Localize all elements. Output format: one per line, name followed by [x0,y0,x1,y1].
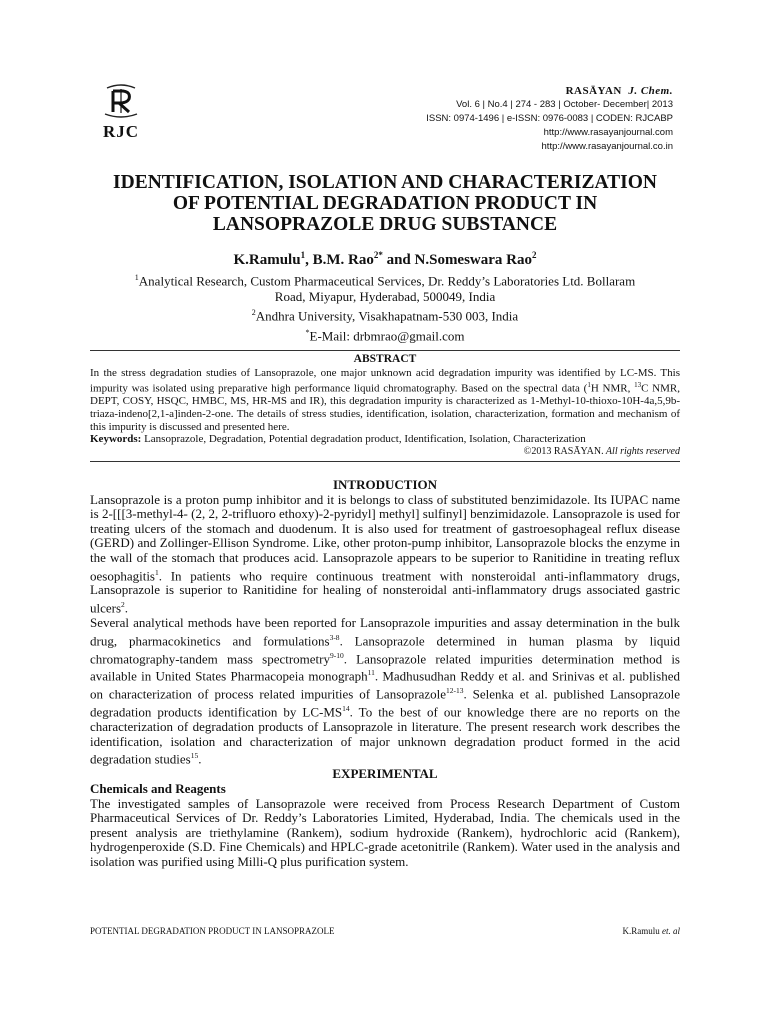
paper-title: IDENTIFICATION, ISOLATION AND CHARACTERIZATION OF POTENTIAL DEGRADATION PRODUCT IN LANSOPRAZOLE DRUG SUBSTANCE [113,172,657,235]
logo-abbreviation: RJC [102,122,140,141]
authors: K.Ramulu$^1$, B.M. Rao$^{2*}$ and N.Someswara Rao$^2$ [233,250,537,268]
chemicals-subheading: Chemicals and Reagents [90,780,226,796]
running-author: K.Ramulu et. al [622,926,680,936]
journal-name: RASĀYAN J. Chem. [565,85,673,97]
abstract-top-rule [90,350,680,351]
experimental-heading: EXPERIMENTAL [332,766,438,782]
journal-logo [88,84,154,142]
rjc-monogram-icon [101,84,141,118]
copyright: ©2013 RASĀYAN. All rights reserved [523,445,680,457]
abstract-bottom-rule [90,461,680,462]
affiliations: $^1$Analytical Research, Custom Pharmaceutical Services, Dr. Reddy’s Laboratories Ltd. Bollaram Road, Miyapur, Hyderabad, 500049, India $^2$Andhra University, Visakhapatnam-530 003, India *E-Mail: drbmrao@gmail.com [90,270,680,344]
abstract-block [90,353,680,458]
journal-url-1[interactable]: http://www.rasayanjournal.com [543,127,673,138]
article-body [90,478,680,869]
journal-url-2[interactable]: http://www.rasayanjournal.co.in [541,141,673,152]
issn-line: ISSN: 0974-1496 | e-ISSN: 0976-0083 | CODEN: RJCABP [426,113,673,124]
experimental-paragraph-1: The investigated samples of Lansoprazole were received from Process Research Department of Custom Pharmaceutical Services of Dr. Reddy’s Laboratories Limited, Hyderabad, India. The chemicals used in the present analysis are triethylamine (Rankem), sodium hydroxide (Rankem), hydrochloric acid (Rankem), hydrogenperoxide (S.D. Fine Chemicals) and HPLC-grade acetonitrile (Rankem). Water used in the analysis and isolation was purified using Milli-Q plus purification system. [90,795,680,869]
author-email: *E-Mail: drbmrao@gmail.com [305,327,465,343]
keywords: Keywords: Lansoprazole, Degradation, Potential degradation product, Identification, Isolation, Characterization [90,433,586,446]
introduction-heading: INTRODUCTION [332,477,437,492]
journal-info [426,84,673,154]
abstract-text: In the stress degradation studies of Lansoprazole, one major unknown acid degradation impurity was identified by LC-MS. This impurity was isolated using preparative high performance liquid chromatography. Based on the spectral data ($^1$H NMR, $^{13}$C NMR, DEPT, COSY, HSQC, HMBC, MS, HR-MS and IR), this degradation impurity is characterized as 1-Methyl-10-thioxo-10H-4a,5,9b-triaza-indeno[2,1-a]inden-2-one. The details of stress studies, identification, isolation, characterization, formation and mechanism of this impurity is discussed and presented here. [90,366,680,433]
intro-paragraph-2: Several analytical methods have been reported for Lansoprazole impurities and assay determination in the bulk drug, pharmacokinetics and formulations$^{3-8}$. Lansoprazole determined in human plasma by liquid chromatography-tandem mass spectrometry$^{9-10}$. Lansoprazole related impurities determination method is available in United States Pharmacopeia monograph$^{11}$. Madhusudhan Reddy et al. and Srinivas et al. published on characterization of process related impurities of Lansoprazole$^{12-13}$. Selenka et al. published Lansoprazole degradation products identification by LC-MS$^{14}$. To the best of our knowledge there are no reports on the characterization of degradation products of Lansoprazole in literature. The present research work describes the identification, isolation and characterization of major unknown degradation product formed in the acid degradation studies$^{15}$. [90,615,680,767]
abstract-heading: ABSTRACT [353,353,417,365]
intro-paragraph-1: Lansoprazole is a proton pump inhibitor and it is belongs to class of substituted benzimidazole. Its IUPAC name is 2-[[[3-methyl-4- (2, 2, 2-trifluoro ethoxy)-2-pyridyl] methyl] sulfinyl] benzimidazole. Lansoprazole is used for treating ulcers of the stomach and duodenum. It is also used for treatment of gastroesophageal reflux disease (GERD) and Zollinger-Ellison Syndrome. Like, other proton-pump inhibitor, Lansoprazole blocks the enzyme in the wall of the stomach that produces acid. Lansoprazole appears to be superior to Ranitidine in treating reflux oesophagitis$^1$. In patients who require continuous treatment with nonsteroidal anti-inflammatory drugs, Lansoprazole is superior to Ranitidine for healing of nonsteroidal anti-inflammatory drugs associated gastric ulcers$^2$. [90,491,680,616]
page-footer [90,926,680,936]
volume-line: Vol. 6 | No.4 | 274 - 283 | October- December| 2013 [456,99,673,110]
running-title: POTENTIAL DEGRADATION PRODUCT IN LANSOPRAZOLE [90,926,335,936]
